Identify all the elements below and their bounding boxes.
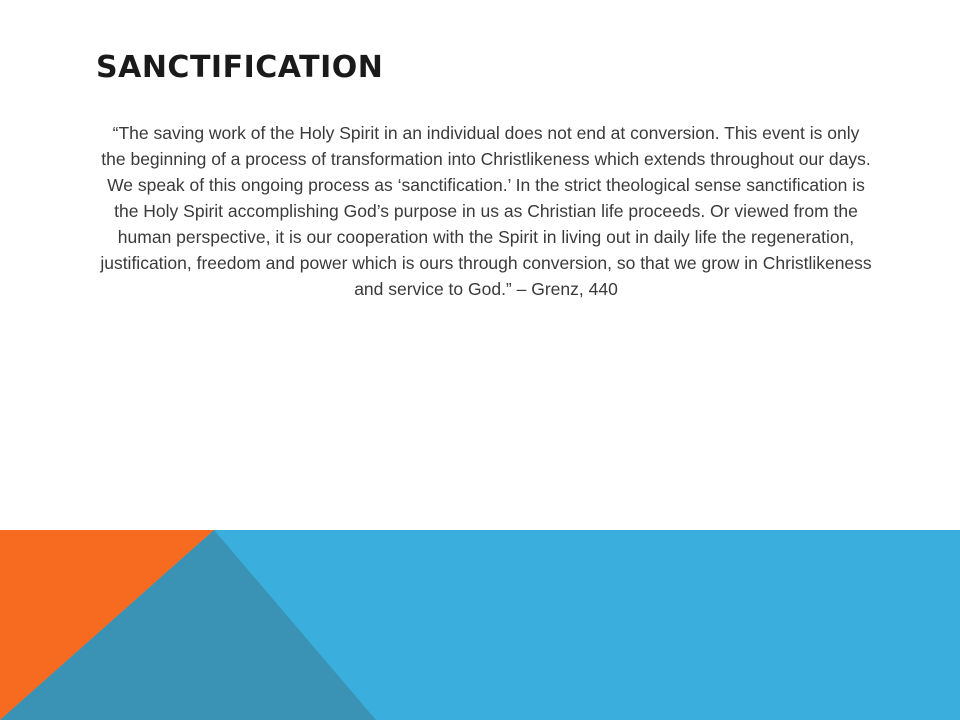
- quote-text: “The saving work of the Holy Spirit in an individual does not end at conversion. This event is only the beginning of a process of transformation into Christlikeness which extends throughout our days. We speak of this ongoing process as ‘sanctification.’ In the strict theological sense sanctification is the Holy Spirit accomplishing God’s purpose in us as Christian life proceeds. Or viewed from the human perspective, it is our cooperation with the Spirit in living out in daily life the regeneration, justification, freedom and power which is ours through conversion, so that we grow in Christlikeness and service to God.” – Grenz, 440: [100, 123, 872, 299]
- decorative-footer-band: [0, 530, 960, 720]
- slide-title: SANCTIFICATION: [96, 50, 384, 85]
- footer-shapes: [0, 530, 960, 720]
